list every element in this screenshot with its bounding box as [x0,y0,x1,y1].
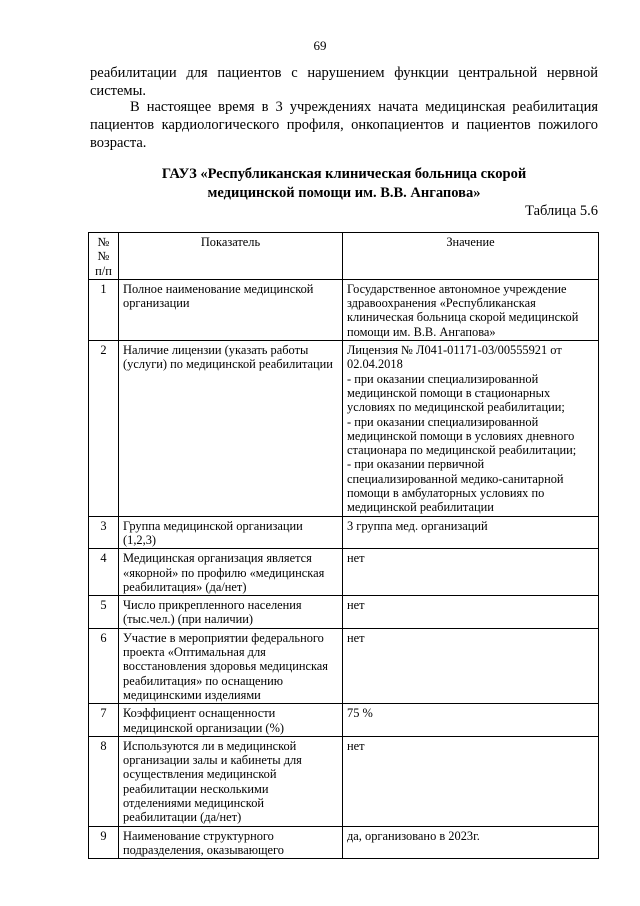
cell-indicator: Группа медицинской организации (1,2,3) [119,516,343,549]
cell-num: 1 [89,279,119,340]
cell-indicator: Коэффициент оснащенности медицинской организации (%) [119,704,343,737]
intro-paragraph-2: В настоящее время в 3 учреждениях начата медицинская реабилитация пациентов кардиологического профиля, онкопациентов и пациентов пожилого возраста. [90,99,598,151]
cell-indicator: Используются ли в медицинской организации залы и кабинеты для осуществления медицинской реабилитации несколькими отделениями медицинской реабилитации (да/нет) [119,736,343,826]
table-row [89,341,599,517]
cell-num: 4 [89,549,119,596]
cell-indicator: Медицинская организация является «якорной» по профилю «медицинская реабилитация» (да/нет) [119,549,343,596]
info-table [88,232,599,859]
intro-paragraph-1: реабилитации для пациентов с нарушением функции центральной нервной системы. [90,65,598,99]
cell-num: 7 [89,704,119,737]
cell-indicator: Наличие лицензии (указать работы (услуги) по медицинской реабилитации [119,341,343,517]
cell-value: 3 группа мед. организаций [343,516,599,549]
header-indicator: Показатель [119,233,343,280]
table-row [89,549,599,596]
header-value: Значение [343,233,599,280]
section-heading-line-1: ГАУЗ «Республиканская клиническая больница скорой [161,166,527,182]
cell-value: нет [343,736,599,826]
header-num: №№ п/п [89,233,119,280]
table-row [89,279,599,340]
page-number: 69 [313,38,327,53]
cell-value: Государственное автономное учреждение здравоохранения «Республиканская клиническая больница скорой медицинской помощи им. В.В. Ангапова» [343,279,599,340]
table-row [89,826,599,859]
section-heading [90,165,598,203]
section-heading-line-2: медицинской помощи им. В.В. Ангапова» [207,185,481,201]
table-row [89,516,599,549]
table-row [89,628,599,703]
cell-value: нет [343,549,599,596]
cell-indicator: Полное наименование медицинской организации [119,279,343,340]
cell-indicator: Число прикрепленного населения (тыс.чел.) (при наличии) [119,596,343,629]
table-row [89,736,599,826]
cell-value: 75 % [343,704,599,737]
table-header-row [89,233,599,280]
cell-value: Лицензия № Л041-01171-03/00555921 от 02.04.2018 - при оказании специализированной медицинской помощи в стационарных условиях по медицинской реабилитации; - при оказании специализированной медицинской помощи в условиях дневного стационара по медицинской реабилитации; - при оказании первичной специализированной медико-санитарной помощи в амбулаторных условиях по медицинской реабилитации [343,341,599,517]
cell-value: да, организовано в 2023г. [343,826,599,859]
cell-num: 2 [89,341,119,517]
cell-value: нет [343,628,599,703]
cell-value: нет [343,596,599,629]
cell-indicator: Участие в мероприятии федерального проекта «Оптимальная для восстановления здоровья медицинская реабилитация» по оснащению медицинскими изделиями [119,628,343,703]
table-row [89,596,599,629]
cell-indicator: Наименование структурного подразделения, оказывающего [119,826,343,859]
cell-num: 6 [89,628,119,703]
table-label: Таблица 5.6 [525,203,598,219]
cell-num: 8 [89,736,119,826]
cell-num: 9 [89,826,119,859]
cell-num: 3 [89,516,119,549]
cell-num: 5 [89,596,119,629]
table-body [89,279,599,858]
table-row [89,704,599,737]
